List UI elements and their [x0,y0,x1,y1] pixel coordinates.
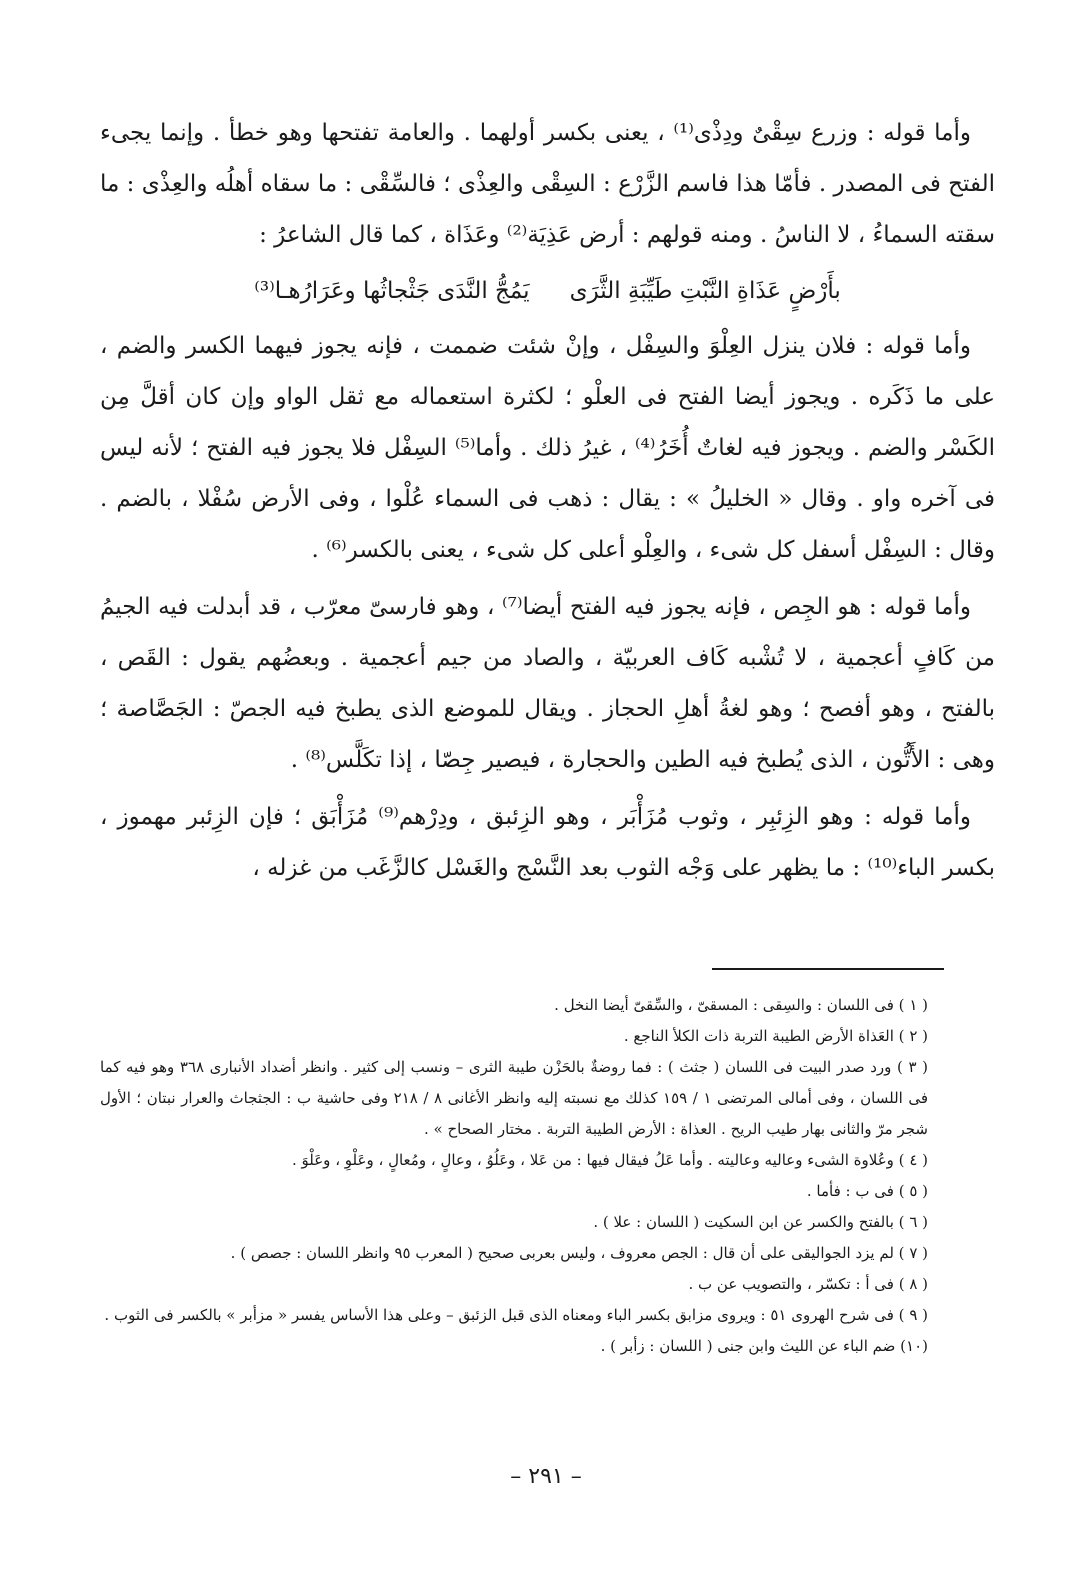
paragraph-2: وأما قوله : فلان ينزل العِلْوَ والسِفْل ، وإنْ شئت ضممت ، فإنه يجوز فيهما الكسر والضم ، على ما ذَكَره . ويجوز أيضا الفتح فى العلْو ؛ لكثرة استعماله مع ثقل الواو وإن كان أقلَّ مِن الكَسْر والضم . ويجوز فيه لغاتٌ أُخَرُ⁽⁴⁾ ، غيرُ ذلك . وأما⁽⁵⁾ السِفْل فلا يجوز فيه الفتح ؛ لأنه ليس فى آخره واو . وقال « الخليلُ » : يقال : ذهب فى السماء عُلْوا ، وفى الأرض سُفْلا ، بالضم . وقال : السِفْل أسفل كل شىء ، والعِلْو أعلى كل شىء ، يعنى بالكسر⁽⁶⁾ . [100,333,995,563]
poetry-verse [100,261,995,321]
verse-first-hemistich: بأَرْضٍ عَذَاةِ النَّبْتِ طَيِّبَةِ الثَّرَى [569,278,841,304]
footnote-1: ( ١ ) فى اللسان : والسِقى : المسقىّ ، والسِّقىّ أيضا النخل . [554,996,928,1014]
footnotes [100,990,948,1362]
footnote-10: (١٠) ضم الباء عن الليث وابن جنى ( اللسان : زأبر ) . [600,1337,928,1355]
main-text [100,108,995,894]
verse-second-hemistich: يَمُجُّ النَّدَى جَثْجاثُها وعَرَارُهـا⁽³⁾ [254,278,530,304]
footnote-9: ( ٩ ) فى شرح الهروى ٥١ : ويروى مزابق بكسر الباء ومعناه الذى قبل الزئبق – وعلى هذا الأساس يفسر « مزأبر » بالكسر فى الثوب . [104,1306,928,1324]
footnote-5: ( ٥ ) فى ب : فأما . [806,1182,928,1200]
paragraph-1: وأما قوله : وزرع سِقْىٌ ودِذْى⁽¹⁾ ، يعنى بكسر أولهما . والعامة تفتحها وهو خطأ . وإنما يجىء الفتح فى المصدر . فأمّا هذا فاسم الزَّرْع : السِقْى والعِذْى ؛ فالسِّقْى : ما سقاه أهلُه والعِذْى : ما سقته السماءُ ، لا الناسُ . ومنه قولهم : أرض عَذِيَة⁽²⁾ وعَذَاة ، كما قال الشاعرُ : [100,120,995,248]
footnote-2: ( ٢ ) العَذاة الأرض الطيبة التربة ذات الكلأ الناجع . [623,1027,928,1045]
page-number: – ٢٩١ – [510,1464,582,1489]
footnote-7: ( ٧ ) لم يزد الجواليقى على أن قال : الجص معروف ، وليس بعربى صحيح ( المعرب ٩٥ وانظر اللسان : جصص ) . [230,1244,928,1262]
footnote-separator [712,968,944,970]
footnote-8: ( ٨ ) فى أ : تكسّر ، والتصويب عن ب . [688,1275,928,1293]
paragraph-3: وأما قوله : هو الجِص ، فإنه يجوز فيه الفتح أيضا⁽⁷⁾ ، وهو فارسىّ معرّب ، قد أبدلت فيه الجيمُ من كَافٍ أعجمية ، لا تُشْبه كَاف العربيّة ، والصاد من جيم أعجمية . وبعضُهم يقول : القَص ، بالفتح ، وهو أفصح ؛ وهو لغةُ أهلِ الحجاز . ويقال للموضع الذى يطبخ فيه الجصّ : الجَصَّاصة ؛ وهى : الأَتُّون ، الذى يُطبخ فيه الطين والحجارة ، فيصير جِصّا ، إذا تكَلَّس⁽⁸⁾ . [100,594,995,773]
footnote-4: ( ٤ ) وعُلاوة الشىء وعاليه وعاليته . وأما عَلُ فيقال فيها : من عَلا ، وعَلُوُ ، وعالٍ ، ومُعالٍ ، وعَلْوِ ، وعَلْوَ . [291,1151,928,1169]
footnote-6: ( ٦ ) بالفتح والكسر عن ابن السكيت ( اللسان : علا ) . [593,1213,928,1231]
footnote-3: ( ٣ ) ورد صدر البيت فى اللسان ( جثث ) : فما روضةٌ بالحَزْن طيبة الثرى – ونسب إلى كثير . وانظر أضداد الأنبارى ٣٦٨ وهو فيه كما فى اللسان ، وفى أمالى المرتضى ١ / ١٥٩ كذلك مع نسبته إليه وانظر الأغانى ٨ / ٢١٨ وفى حاشية ب : الجثجاث والعرار نبتان ؛ الأول شجر مرّ والثانى بهار طيب الريح . العذاة : الأرض الطيبة التربة . مختار الصحاح » . [100,1058,929,1138]
paragraph-4: وأما قوله : وهو الزِئبِر ، وثوب مُزَأْبَر ، وهو الزِئبق ، ودِرْهم⁽⁹⁾ مُزَأْبَق ؛ فإن الزِئبر مهموز ، بكسر الباء⁽¹⁰⁾ : ما يظهر على وَجْه الثوب بعد النَّسْج والغَسْل كالزَّغَب من غزله ، [100,804,995,881]
